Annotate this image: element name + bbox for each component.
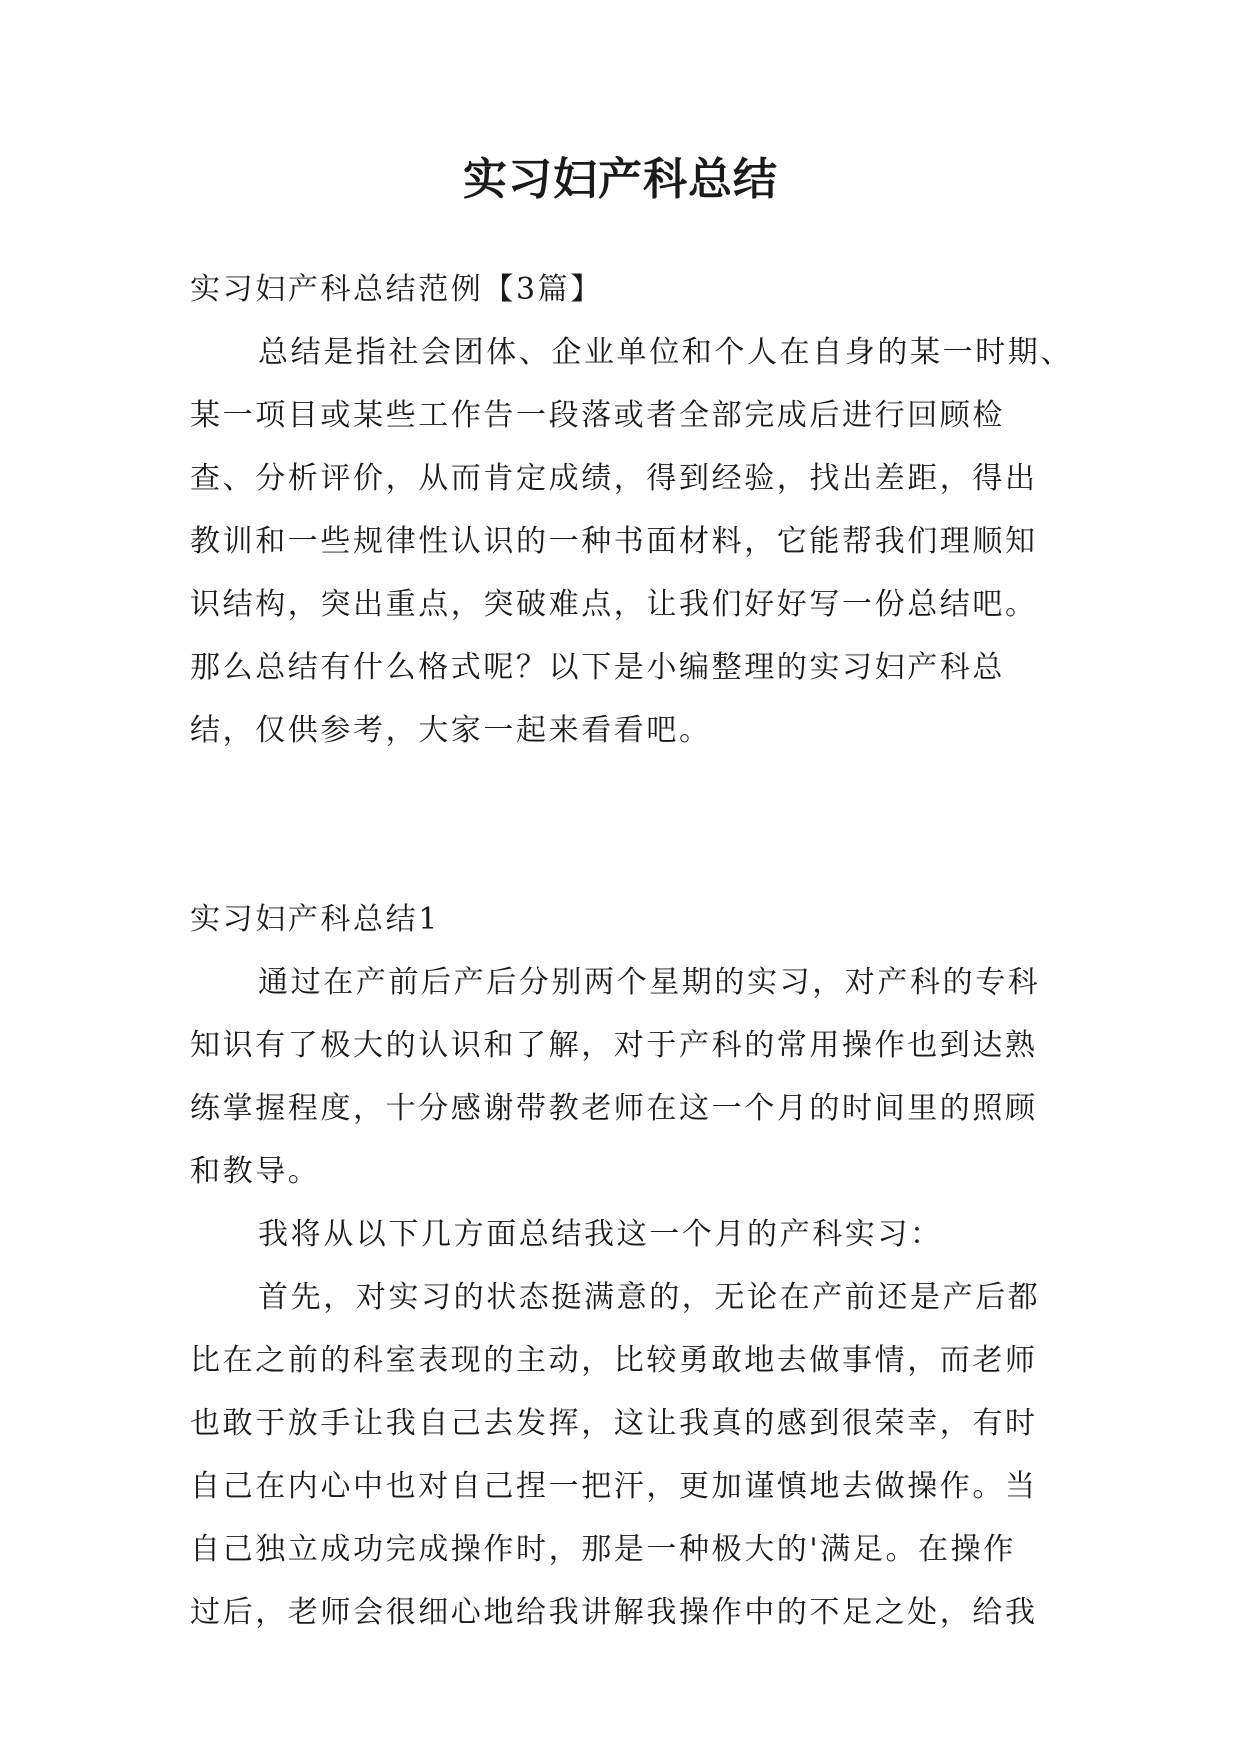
paragraph-line: 和教导。 (190, 1154, 321, 1189)
section-heading: 实习妇产科总结1 (190, 902, 440, 937)
paragraph-line: 首先，对实习的状态挺满意的，无论在产前还是产后都 (258, 1280, 1041, 1315)
paragraph-line: 知识有了极大的认识和了解，对于产科的常用操作也到达熟 (190, 1028, 1038, 1063)
paragraph-line: 某一项目或某些工作告一段落或者全部完成后进行回顾检 (190, 398, 1005, 433)
paragraph-line: 过后，老师会很细心地给我讲解我操作中的不足之处，给我 (190, 1595, 1038, 1630)
paragraph-1 (190, 951, 1060, 1203)
paragraph-line: 总结是指社会团体、企业单位和个人在自身的某一时期、 (258, 335, 1073, 370)
paragraph-3 (190, 1266, 1060, 1644)
paragraph-line: 练掌握程度，十分感谢带教老师在这一个月的时间里的照顾 (190, 1091, 1038, 1126)
paragraph-line: 比在之前的科室表现的主动，比较勇敢地去做事情，而老师 (190, 1343, 1038, 1378)
paragraph-line: 自己独立成功完成操作时，那是一种极大的'满足。在操作 (190, 1532, 1016, 1567)
intro-heading: 实习妇产科总结范例【3篇】 (190, 272, 603, 307)
paragraph-line: 通过在产前后产后分别两个星期的实习，对产科的专科 (258, 965, 1041, 1000)
paragraph-line: 结，仅供参考，大家一起来看看吧。 (190, 713, 712, 748)
intro-paragraph (190, 321, 1073, 762)
paragraph-line: 自己在内心中也对自己捏一把汗，更加谨慎地去做操作。当 (190, 1469, 1038, 1504)
document-body (190, 258, 1073, 1644)
paragraph-2 (190, 1203, 1060, 1266)
paragraph-line: 教训和一些规律性认识的一种书面材料，它能帮我们理顺知 (190, 524, 1038, 559)
paragraph-line: 那么总结有什么格式呢？以下是小编整理的实习妇产科总 (190, 650, 1005, 685)
paragraph-line: 识结构，突出重点，突破难点，让我们好好写一份总结吧。 (190, 587, 1038, 622)
paragraph-line: 我将从以下几方面总结我这一个月的产科实习： (258, 1217, 943, 1252)
paragraph-line: 查、分析评价，从而肯定成绩，得到经验，找出差距，得出 (190, 461, 1038, 496)
section-spacer (190, 762, 1060, 888)
paragraph-line: 也敢于放手让我自己去发挥，这让我真的感到很荣幸，有时 (190, 1406, 1038, 1441)
document-title: 实习妇产科总结 (463, 154, 778, 205)
